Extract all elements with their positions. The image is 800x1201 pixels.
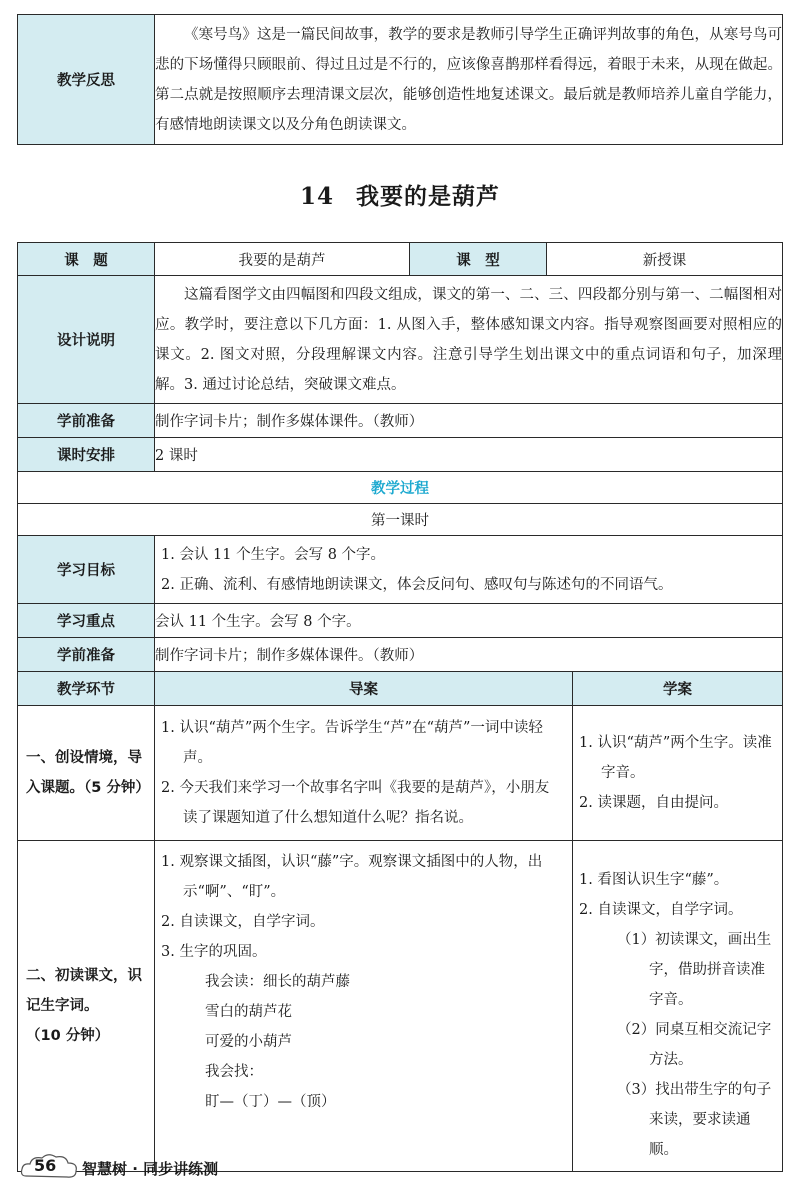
- stage-2-title: 二、初读课文，识记生字词。: [26, 968, 142, 1014]
- study-item: 1. 看图认识生字“藤”。: [579, 872, 729, 888]
- col-stage-header: 教学环节: [18, 672, 155, 706]
- stage-2: [18, 841, 155, 1172]
- page-number: 56: [34, 1156, 57, 1175]
- table-row: [18, 841, 783, 1172]
- stage-1: 一、创设情境，导入课题。（5 分钟）: [18, 706, 155, 841]
- lesson-title-text: 我要的是葫芦: [356, 183, 500, 210]
- study-2: [573, 841, 783, 1172]
- period-title: 第一课时: [18, 504, 783, 536]
- process-prep-value: 制作字词卡片；制作多媒体课件。（教师）: [155, 638, 783, 672]
- guide-line: 盯—（丁）—（顶）: [205, 1094, 336, 1110]
- type-label: 课 型: [410, 243, 547, 276]
- guide-1: [155, 706, 573, 841]
- lesson-table: [17, 242, 783, 1172]
- guide-item: 2. 自读课文，自学字词。: [161, 914, 325, 930]
- brand-text: 智慧树 · 同步讲练测: [82, 1160, 219, 1178]
- study-item: 1. 认识“葫芦”两个生字。读准字音。: [579, 735, 772, 781]
- guide-item: 1. 观察课文插图，认识“藤”字。观察课文插图中的人物，出示“啊”、“盯”。: [161, 854, 543, 900]
- section-title: 教学过程: [18, 472, 783, 504]
- study-subitem: （2）同桌互相交流记字方法。: [617, 1022, 772, 1068]
- col-guide-header: 导案: [155, 672, 573, 706]
- guide-item: 2. 今天我们来学习一个故事名字叫《我要的是葫芦》，小朋友读了课题知道了什么想知道什么呢？指名说。: [161, 780, 550, 826]
- reflection-table: [17, 14, 783, 145]
- lesson-number: 14: [299, 183, 334, 210]
- page-footer: [20, 1150, 360, 1186]
- focus-label: 学习重点: [18, 604, 155, 638]
- study-subitem: （3）找出带生字的句子来读，要求读通顺。: [617, 1082, 772, 1158]
- reflection-label: 教学反思: [18, 15, 155, 145]
- guide-line: 可爱的小葫芦: [205, 1034, 292, 1050]
- guide-item: 1. 认识“葫芦”两个生字。告诉学生“芦”在“葫芦”一词中读轻声。: [161, 720, 543, 766]
- lesson-title: [0, 178, 800, 211]
- col-study-header: 学案: [573, 672, 783, 706]
- prep-label: 学前准备: [18, 404, 155, 438]
- focus-value: 会认 11 个生字。会写 8 个字。: [155, 604, 783, 638]
- goal-item: 1. 会认 11 个生字。会写 8 个字。: [161, 546, 386, 563]
- guide-line: 我会读：细长的葫芦藤: [205, 974, 350, 990]
- topic-label: 课 题: [18, 243, 155, 276]
- type-value: 新授课: [547, 243, 783, 276]
- guide-line: 我会找：: [205, 1064, 263, 1080]
- table-row: [18, 706, 783, 841]
- topic-value: 我要的是葫芦: [155, 243, 410, 276]
- goal-item: 2. 正确、流利、有感情地朗读课文，体会反问句、感叹句与陈述句的不同语气。: [161, 576, 673, 593]
- study-item: 2. 自读课文，自学字词。: [579, 902, 743, 918]
- goals-label: 学习目标: [18, 536, 155, 604]
- study-item: 2. 读课题，自由提问。: [579, 795, 728, 811]
- guide-line: 雪白的葫芦花: [205, 1004, 292, 1020]
- design-text: 这篇看图学文由四幅图和四段文组成，课文的第一、二、三、四段都分别与第一、二幅图相对应。教学时，要注意以下几方面：1. 从图入手，整体感知课文内容。指导观察图画要对照相应的课文。2. 图文对照，分段理解课文内容。注意引导学生划出课文中的重点词语和句子，加深理解。3. 通过讨论总结，突破课文难点。: [155, 276, 783, 404]
- study-1: [573, 706, 783, 841]
- schedule-value: 2 课时: [155, 438, 783, 472]
- reflection-text: 《寒号鸟》这是一篇民间故事，教学的要求是教师引导学生正确评判故事的角色，从寒号鸟可悲的下场懂得只顾眼前、得过且过是不行的，应该像喜鹊那样看得远，着眼于未来，从现在做起。第二点就是按照顺序去理清课文层次，能够创造性地复述课文。最后就是教师培养儿童自学能力，有感情地朗读课文以及分角色朗读课文。: [155, 15, 783, 145]
- schedule-label: 课时安排: [18, 438, 155, 472]
- study-subitem: （1）初读课文，画出生字，借助拼音读准字音。: [617, 932, 772, 1008]
- design-label: 设计说明: [18, 276, 155, 404]
- prep-value: 制作字词卡片；制作多媒体课件。（教师）: [155, 404, 783, 438]
- process-prep-label: 学前准备: [18, 638, 155, 672]
- guide-item: 3. 生字的巩固。: [161, 944, 267, 960]
- guide-2: [155, 841, 573, 1172]
- stage-2-time: （10 分钟）: [26, 1028, 110, 1044]
- goals-list: [155, 536, 783, 604]
